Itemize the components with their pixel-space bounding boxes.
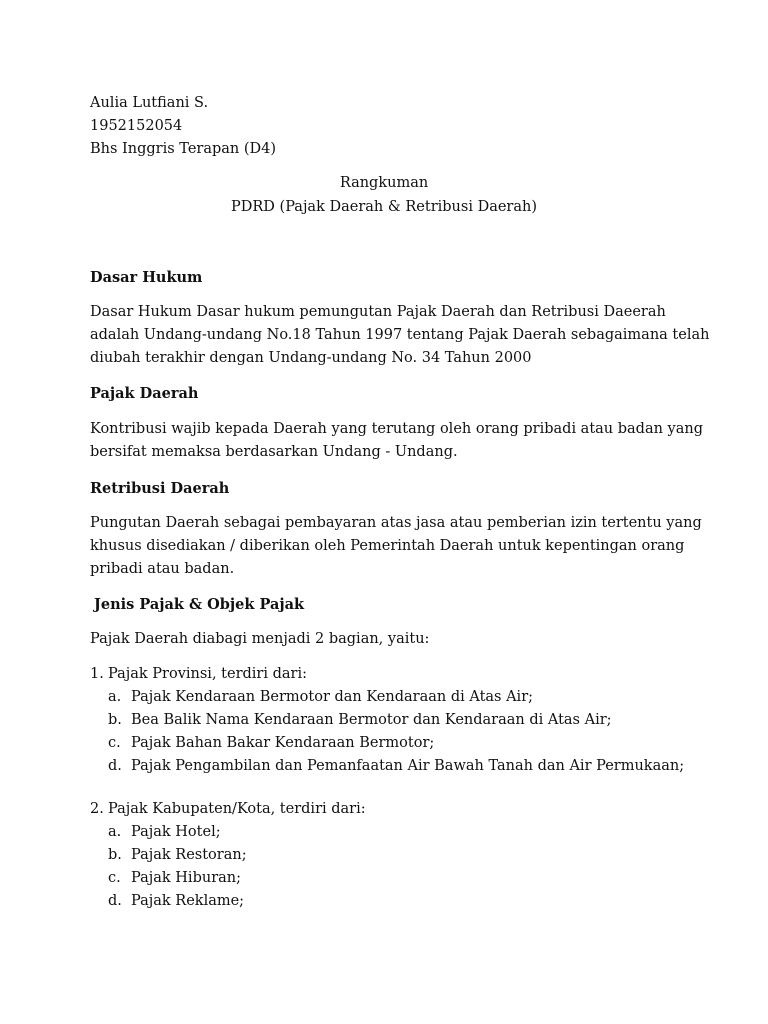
- paragraph-line: Dasar Hukum Dasar hukum pemungutan Pajak Daerah dan Retribusi Daeerah: [90, 304, 666, 320]
- sub-list-text: Pajak Reklame;: [131, 893, 245, 909]
- list-item: [90, 663, 690, 686]
- paragraph-dasar-hukum: [90, 301, 710, 370]
- list-pajak-provinsi: [90, 663, 690, 778]
- sub-list-item: [90, 821, 690, 844]
- author-id: 1952152054: [90, 118, 183, 134]
- paragraph-retribusi-daerah: [90, 512, 702, 581]
- sub-list-item: [90, 890, 690, 913]
- heading-pajak-daerah: Pajak Daerah: [90, 385, 199, 402]
- sub-list-text: Pajak Kendaraan Bermotor dan Kendaraan di Atas Air;: [131, 689, 534, 705]
- sub-list-letter: b.: [108, 712, 122, 728]
- document-title: Rangkuman: [339, 175, 429, 191]
- paragraph-line: khusus disediakan / diberikan oleh Pemerintah Daerah untuk kepentingan orang: [90, 538, 685, 554]
- heading-jenis-pajak: Jenis Pajak & Objek Pajak: [94, 596, 305, 613]
- author-program: Bhs Inggris Terapan (D4): [90, 141, 277, 157]
- sub-list-letter: d.: [108, 758, 122, 774]
- sub-list-letter: a.: [108, 689, 122, 705]
- sub-list-letter: c.: [108, 870, 121, 886]
- sub-list-item: [90, 844, 690, 867]
- sub-list-text: Pajak Hiburan;: [131, 870, 241, 886]
- paragraph-line: diubah terakhir dengan Undang-undang No. 34 Tahun 2000: [90, 350, 532, 366]
- paragraph-line: Kontribusi wajib kepada Daerah yang terutang oleh orang pribadi atau badan yang: [90, 421, 704, 437]
- list-title: Pajak Kabupaten/Kota, terdiri dari:: [108, 801, 366, 817]
- list-number: 2.: [90, 801, 104, 817]
- document-subtitle: PDRD (Pajak Daerah & Retribusi Daerah): [231, 199, 537, 215]
- paragraph-line: adalah Undang-undang No.18 Tahun 1997 tentang Pajak Daerah sebagaimana telah: [90, 327, 710, 343]
- sub-list-text: Pajak Restoran;: [131, 847, 247, 863]
- sub-list-letter: a.: [108, 824, 122, 840]
- jenis-pajak-intro: Pajak Daerah diabagi menjadi 2 bagian, yaitu:: [90, 631, 430, 647]
- heading-dasar-hukum: Dasar Hukum: [90, 269, 203, 286]
- sub-list-text: Pajak Bahan Bakar Kendaraan Bermotor;: [131, 735, 435, 751]
- paragraph-line: bersifat memaksa berdasarkan Undang - Undang.: [90, 444, 458, 460]
- paragraph-line: Pungutan Daerah sebagai pembayaran atas jasa atau pemberian izin tertentu yang: [90, 515, 702, 531]
- sub-list-text: Pajak Pengambilan dan Pemanfaatan Air Bawah Tanah dan Air Permukaan;: [131, 758, 685, 774]
- heading-retribusi-daerah: Retribusi Daerah: [90, 480, 230, 497]
- sub-list-item: [90, 709, 690, 732]
- author-name: Aulia Lutfiani S.: [90, 95, 209, 111]
- paragraph-line: pribadi atau badan.: [90, 561, 235, 577]
- list-title: Pajak Provinsi, terdiri dari:: [108, 666, 307, 682]
- list-number: 1.: [90, 666, 104, 682]
- sub-list-item: [90, 686, 690, 709]
- sub-list-item: [90, 732, 690, 755]
- sub-list-letter: c.: [108, 735, 121, 751]
- sub-list-letter: d.: [108, 893, 122, 909]
- sub-list-letter: b.: [108, 847, 122, 863]
- list-item: [90, 798, 690, 821]
- sub-list-item: [90, 755, 690, 778]
- sub-list-text: Pajak Hotel;: [131, 824, 221, 840]
- author-block: [90, 92, 690, 161]
- paragraph-pajak-daerah: [90, 418, 704, 464]
- sub-list-item: [90, 867, 690, 890]
- sub-list-text: Bea Balik Nama Kendaraan Bermotor dan Kendaraan di Atas Air;: [131, 712, 612, 728]
- list-pajak-kabupaten-kota: [90, 798, 690, 913]
